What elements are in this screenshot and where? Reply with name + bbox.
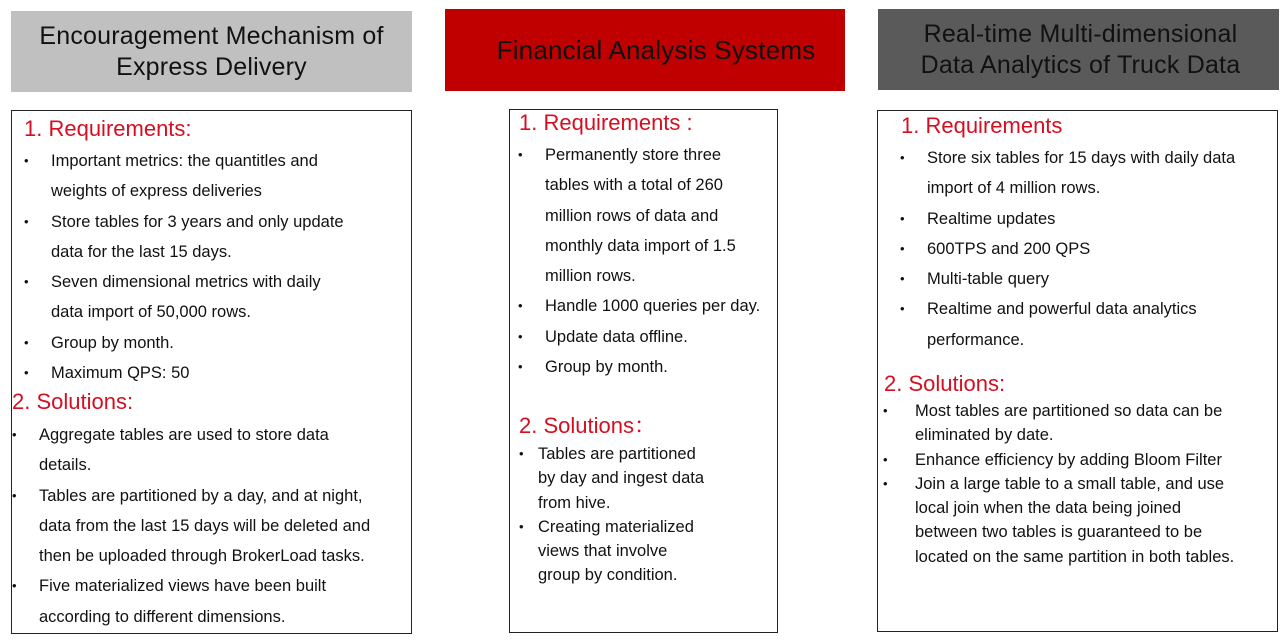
list-item-line: eliminated by date. [915,426,1054,445]
list-item [51,146,406,207]
requirements-title: 1. Requirements : [519,110,693,135]
list-item-line: • Multi-table query [927,270,1049,289]
list-item [39,571,411,632]
list-item-line: • Maximum QPS: 50 [51,364,190,383]
header-line: Data Analytics of Truck Data [920,50,1241,79]
header-line: Express Delivery [116,52,307,81]
list-item-line: • Important metrics: the quantitles and [51,152,318,170]
list-item [545,140,795,291]
list-item-line: • Group by month. [51,333,174,352]
list-item-line: • 600TPS and 200 QPS [927,239,1091,258]
list-item [39,420,411,481]
list-item-line: monthly data import of 1.5 [545,236,736,255]
solutions-title: 2. Solutions: [12,389,134,414]
list-item [545,322,795,352]
list-item-line: located on the same partition in both tables. [915,547,1235,566]
solutions-title: 2. Solutions: [884,371,1006,396]
list-item-line: views that involve [538,542,668,561]
list-item-line: • Realtime and powerful data analytics [927,300,1197,319]
list-item [51,328,406,358]
column-header-truck-data [878,9,1279,90]
list-item-line: tables with a total of 260 [545,176,723,195]
requirements-list [927,143,1277,355]
solutions-list [915,399,1277,569]
solutions-list [538,442,768,588]
list-item-line: • Realtime updates [927,209,1056,228]
list-item-line: • Most tables are partitioned so data can be [915,402,1223,420]
list-item-line: details. [39,456,92,475]
list-item [915,448,1277,472]
list-item [927,143,1277,204]
list-item [51,207,406,268]
requirements-list [51,146,406,388]
list-item-line: • Tables are partitioned [538,445,696,463]
list-item [927,204,1277,234]
list-item-line: • Join a large table to a small table, and use [915,474,1225,493]
list-item-line: import of 4 million rows. [927,179,1101,198]
list-item-line: million rows of data and [545,206,719,225]
list-item [927,234,1277,264]
column-header-financial-analysis [445,9,845,91]
list-item-line: million rows. [545,267,636,286]
list-item [927,294,1277,355]
list-item [545,291,795,321]
list-item-line: by day and ingest data [538,469,705,488]
requirements-title: 1. Requirements: [24,116,192,141]
list-item-line: • Creating materialized [538,517,694,536]
list-item [39,481,411,572]
list-item [51,267,406,328]
header-line: Financial Analysis Systems [496,34,816,65]
list-item-line: data for the last 15 days. [51,242,232,261]
list-item [545,352,795,382]
list-item-line: • Enhance efficiency by adding Bloom Filter [915,450,1222,469]
list-item [538,442,768,515]
list-item [538,515,768,588]
requirements-list [545,140,795,382]
solutions-title: 2. Solutions： [519,413,656,438]
list-item-line: from hive. [538,493,611,512]
list-item-line: • Permanently store three [545,146,722,164]
list-item-line: • Store tables for 3 years and only update [51,212,344,231]
list-item-line: data import of 50,000 rows. [51,303,251,322]
list-item-line: between two tables is guaranteed to be [915,523,1203,542]
list-item-line: • Seven dimensional metrics with daily [51,273,321,292]
list-item-line: • Tables are partitioned by a day, and at night, [39,486,363,505]
list-item-line: • Store six tables for 15 days with daily data [927,149,1236,167]
column-header-express-delivery [11,11,412,92]
list-item-line: then be uploaded through BrokerLoad tasks. [39,547,365,566]
solutions-list [39,420,411,632]
list-item-line: • Group by month. [545,358,668,377]
list-item-line: data from the last 15 days will be deleted and [39,516,371,535]
list-item-line: • Handle 1000 queries per day. [545,297,761,316]
list-item [915,399,1277,448]
requirements-title: 1. Requirements [901,113,1063,138]
list-item-line: weights of express deliveries [51,182,262,201]
list-item-line: • Update data offline. [545,327,688,346]
list-item-line: performance. [927,330,1025,349]
list-item-line: group by condition. [538,566,678,585]
list-item [51,358,406,388]
list-item [915,472,1277,569]
list-item-line: • Five materialized views have been built [39,577,327,596]
list-item [927,264,1277,294]
list-item-line: according to different dimensions. [39,607,286,626]
list-item-line: local join when the data being joined [915,499,1182,518]
list-item-line: • Aggregate tables are used to store data [39,426,329,444]
header-line: Real-time Multi-dimensional [923,19,1238,48]
header-line: Encouragement Mechanism of [39,21,384,50]
